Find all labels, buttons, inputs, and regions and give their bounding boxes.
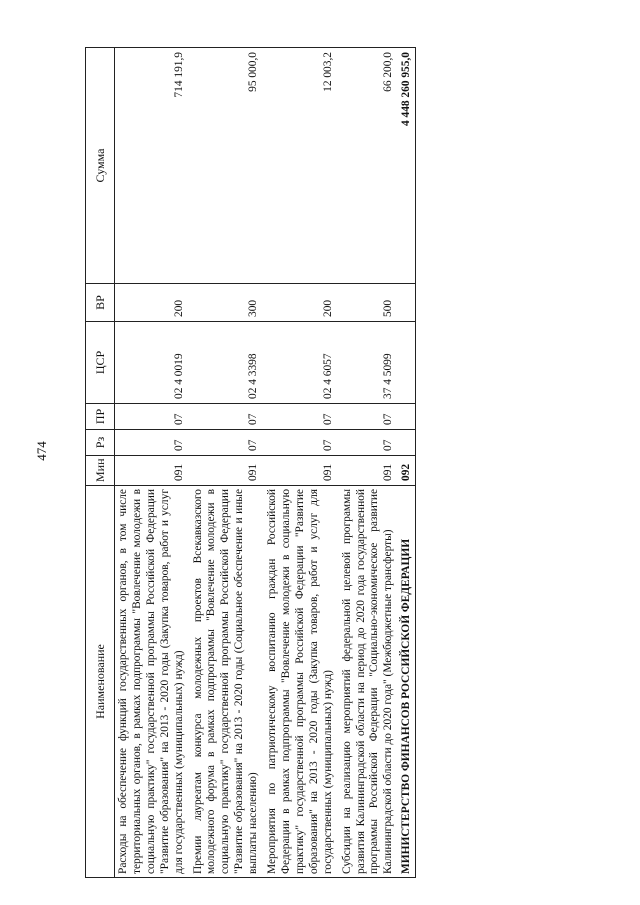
row-rz: 07 [115,430,190,456]
row-vr: 300 [190,284,265,322]
header-min: Мин [86,456,115,486]
row-sum: 714 191,9 [115,48,190,284]
header-csr: ЦСР [86,322,115,404]
rotated-table-container [85,48,580,878]
table-row [264,48,339,878]
row-vr: 200 [264,284,339,322]
row-pr: 07 [115,404,190,430]
row-min: 091 [115,456,190,486]
row-min: 091 [264,456,339,486]
row-name: Субсидии на реализацию мероприятий федеральной целевой программы развития Калининградской области на период до 2020 года государственной программы Российской Федерации "Социально-экономическое развитие Калининградской области до 2020 года" (Межбюджетные трансферты) [339,486,400,878]
table-row [339,48,400,878]
row-name: Премии лауреатам конкурса молодежных проектов Всекавказского молодежного форума в рамках подпрограммы "Вовлечение молодежи в социальную практику" государственной программы Российской Федерации "Развитие образования" на 2013 - 2020 годы (Социальное обеспечение и иные выплаты населению) [190,486,265,878]
row-sum: 12 003,2 [264,48,339,284]
total-sum: 4 448 260 955,0 [399,48,415,284]
total-pr [399,404,415,430]
table-header-row [86,48,115,878]
header-name: Наименование [86,486,115,878]
row-pr: 07 [190,404,265,430]
table-row-total [399,48,415,878]
total-min: 092 [399,456,415,486]
total-rz [399,430,415,456]
page-number: 474 [34,441,49,461]
row-pr: 07 [339,404,400,430]
row-min: 091 [339,456,400,486]
row-csr: 37 4 5099 [339,322,400,404]
table-row [190,48,265,878]
row-rz: 07 [339,430,400,456]
total-csr [399,322,415,404]
header-vr: ВР [86,284,115,322]
row-rz: 07 [190,430,265,456]
row-vr: 500 [339,284,400,322]
budget-table [85,47,416,878]
row-name: Мероприятия по патриотическому воспитанию граждан Российской Федерации в рамках подпрограммы "Вовлечение молодежи в социальную практику" государственной программы Российской Федерации "Развитие образования" на 2013 - 2020 годы (Закупка товаров, работ и услуг для государственных (муниципальных) нужд) [264,486,339,878]
table-row [115,48,190,878]
total-name: МИНИСТЕРСТВО ФИНАНСОВ РОССИЙСКОЙ ФЕДЕРАЦИИ [399,486,415,878]
row-sum: 66 200,0 [339,48,400,284]
row-sum: 95 000,0 [190,48,265,284]
header-sum: Сумма [86,48,115,284]
row-csr: 02 4 0019 [115,322,190,404]
total-vr [399,284,415,322]
header-rz: Рз [86,430,115,456]
row-csr: 02 4 3398 [190,322,265,404]
row-rz: 07 [264,430,339,456]
row-min: 091 [190,456,265,486]
row-name: Расходы на обеспечение функций государственных органов, в том числе территориальных органов, в рамках подпрограммы "Вовлечение молодежи в социальную практику" государственной программы Российской Федерации "Развитие образования" на 2013 - 2020 годы (Закупка товаров, работ и услуг для государственных (муниципальных) нужд) [115,486,190,878]
row-vr: 200 [115,284,190,322]
row-csr: 02 4 6057 [264,322,339,404]
header-pr: ПР [86,404,115,430]
row-pr: 07 [264,404,339,430]
